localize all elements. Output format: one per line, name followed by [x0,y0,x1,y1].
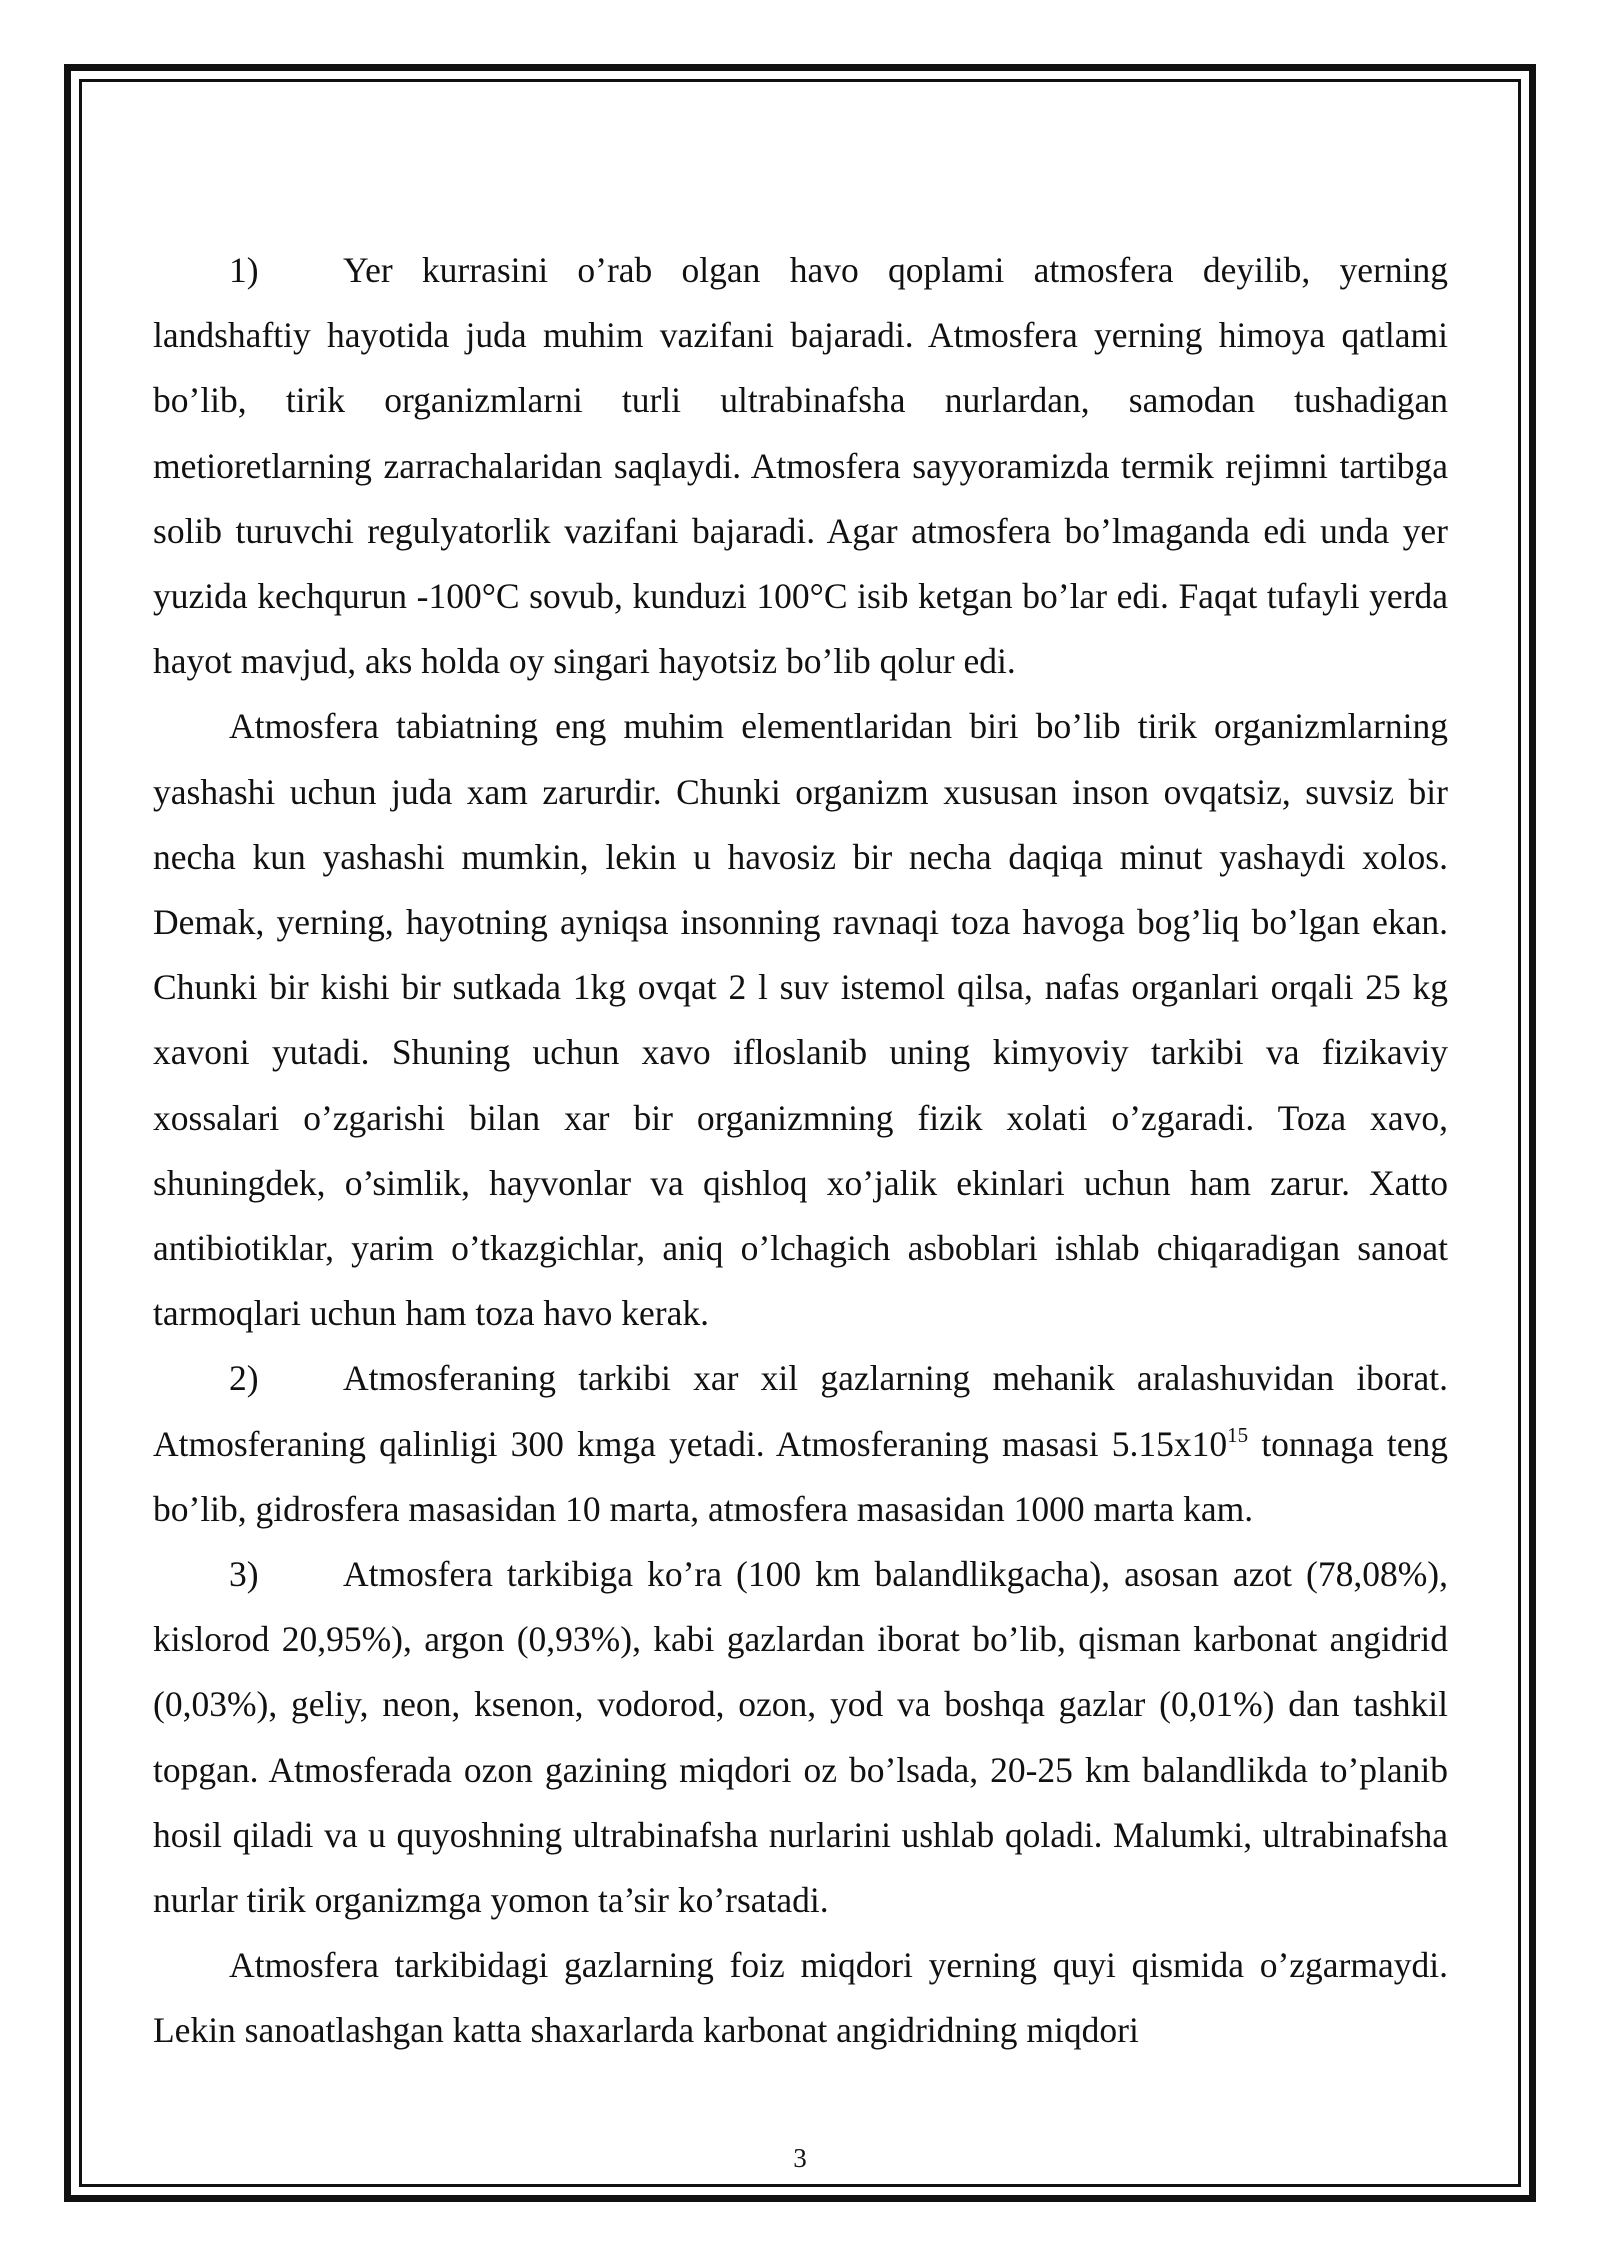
page-number: 3 [793,2143,807,2173]
paragraph-number: 1) [229,250,259,290]
paragraph-2 [153,694,1448,1346]
paragraph-text: Yer kurrasini o’rab olgan havo qoplami atmosfera deyilib, yerning landshaftiy hayotida juda muhim vazifani bajaradi. Atmosfera yerning himoya qatlami bo’lib, tirik organizmlarni turli ultrabinafsha nurlardan, samodan tushadigan metioretlarning zarrachalaridan saqlaydi. Atmosfera sayyoramizda termik rejimni tartibga solib turuvchi regulyatorlik vazifani bajaradi. Agar atmosfera bo’lmaganda edi unda yer yuzida kechqurun -100°C sovub, kunduzi 100°C isib ketgan bo’lar edi. Faqat tufayli yerda hayot mavjud, aks holda oy singari hayotsiz bo’lib qolur edi. [153,250,1448,682]
paragraph-number: 3) [229,1554,259,1595]
exponent: 15 [1227,1422,1249,1447]
paragraph-text: Atmosfera tabiatning eng muhim elementlaridan biri bo’lib tirik organizmlarning yashashi uchun juda xam zarurdir. Chunki organizm xususan inson ovqatsiz, suvsiz bir necha kun yashashi mumkin, lekin u havosiz bir necha daqiqa minut yashaydi xolos. Demak, yerning, hayotning ayniqsa insonning ravnaqi toza havoga bog’liq bo’lgan ekan. Chunki bir kishi bir sutkada 1kg ovqat 2 l suv istemol qilsa, nafas organlari orqali 25 kg xavoni yutadi. Shuning uchun xavo ifloslanib uning kimyoviy tarkibi va fizikaviy xossalari o’zgarishi bilan xar bir organizmning fizik xolati o’zgaradi. Toza xavo, shuningdek, o’simlik, hayvonlar va qishloq xo’jalik ekinlari uchun ham zarur. Xatto antibiotiklar, yarim o’tkazgichlar, aniq o’lchagich asboblari ishlab chiqaradigan sanoat tarmoqlari uchun ham toza havo kerak. [153,706,1448,1334]
paragraph-text: Atmosfera tarkibidagi gazlarning foiz miqdori yerning quyi qismida o’zgarmaydi. Lekin sanoatlashgan katta shaxarlarda karbonat angidridning miqdori [153,1945,1448,2051]
paragraph-1 [153,238,1448,694]
paragraph-4 [153,1542,1448,1933]
paragraph-3 [153,1346,1448,1542]
paragraph-5 [153,1933,1448,2063]
paragraph-text: Atmosfera tarkibiga ko’ra (100 km balandlikgacha), asosan azot (78,08%), kislorod 20,95%), argon (0,93%), kabi gazlardan iborat bo’lib, qisman karbonat angidrid (0,03%), geliy, neon, ksenon, vodorod, ozon, yod va boshqa gazlar (0,01%) dan tashkil topgan. Atmosferada ozon gazining miqdori oz bo’lsada, 20-25 km balandlikda to’planib hosil qiladi va u quyoshning ultrabinafsha nurlarini ushlab qoladi. Malumki, ultrabinafsha nurlar tirik organizmga yomon ta’sir ko’rsatadi. [153,1554,1448,1921]
document-body [153,238,1448,2064]
paragraph-text: Atmosferaning tarkibi xar xil gazlarning mehanik aralashuvidan iborat. Atmosferaning qalinligi 300 kmga yetadi. Atmosferaning masasi 5.15x10 [153,1358,1448,1464]
paragraph-text-continued: tonnaga teng bo’lib, gidrosfera masasidan 10 marta, atmosfera masasidan 1000 marta kam. [153,1423,1448,1529]
paragraph-number: 2) [229,1358,259,1399]
